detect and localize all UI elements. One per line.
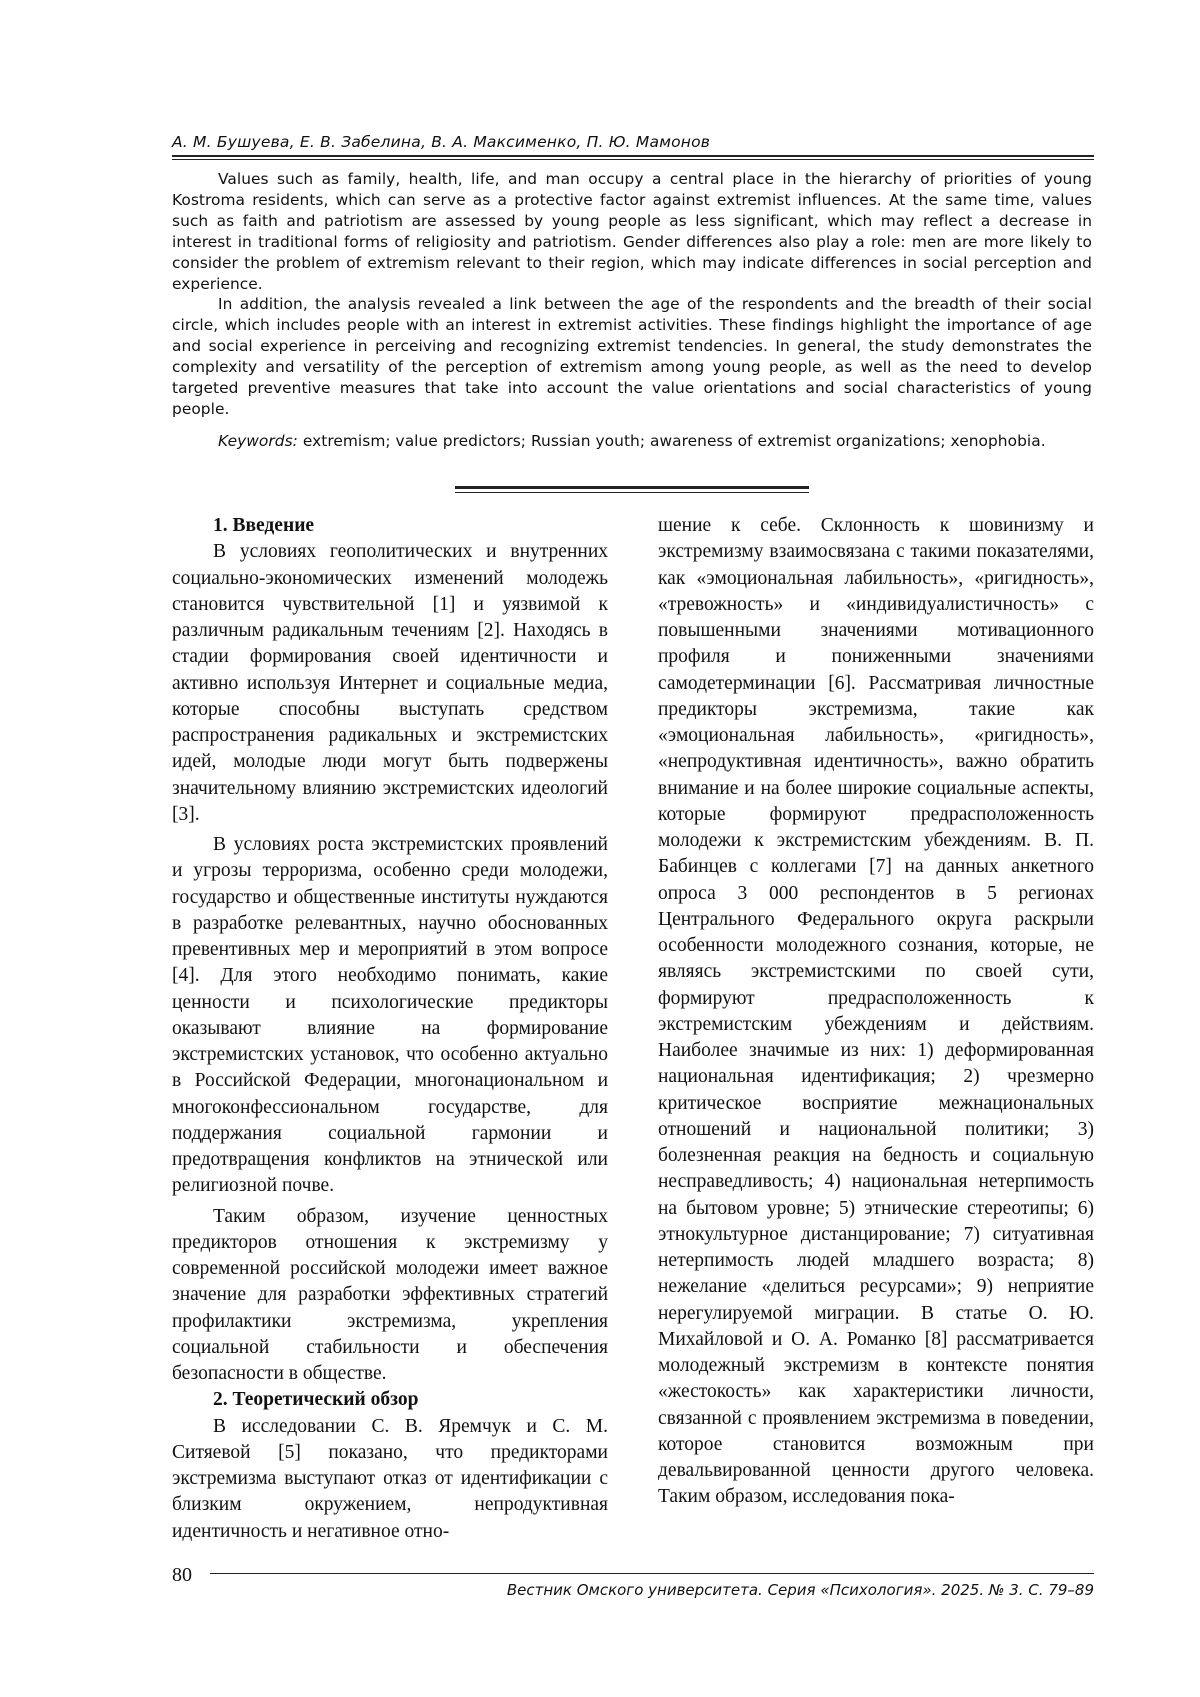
keywords-list: extremism; value predictors; Russian youth; awareness of extremist organizations; xenophobia. [297,431,1046,450]
keywords-label: Keywords: [218,431,298,450]
header-rule-thin [172,159,1094,160]
page-number: 80 [172,1564,192,1586]
intro-paragraph-1: В условиях геополитических и внутренних социально-экономических изменений молодежь становится чувствительной [1] и уязвимой к различным радикальным течениям [2]. Находясь в стадии формирования своей идентичности и активно используя Интернет и социальные медиа, которые способны выступать средством распространения радикальных и экстремистских идей, молодые люди могут быть подвержены значительному влиянию экстремистских идеологий [3]. [172,541,608,825]
keywords-line [172,431,1092,452]
journal-citation: Вестник Омского университета. Серия «Психология». 2025. № 3. С. 79–89 [506,1581,1094,1599]
intro-paragraph-3: Таким образом, изучение ценностных предикторов отношения к экстремизму у современной российской молодежи имеет важное значение для разработки эффективных стратегий профилактики экстремизма, укрепления социальной стабильности и обеспечения безопасности в обществе. [172,1205,608,1384]
heading-introduction: 1. Введение [213,515,315,536]
header-rule-thick [172,155,1094,157]
review-paragraph-continued: шение к себе. Склонность к шовинизму и экстремизму взаимосвязана с такими показателями, как «эмоциональная лабильность», «ригидность», «тревожность» и «индивидуалистичность» с повышенными значениями мотивационного профиля и пониженными значениями самодетерминации [6]. Рассматривая личностные предикторы экстремизма, такие как «эмоциональная лабильность», «ригидность», «непродуктивная идентичность», важно обратить внимание и на более широкие социальные аспекты, которые формируют предрасположенность молодежи к экстремистским убеждениям. В. П. Бабинцев с коллегами [7] на данных анкетного опроса 3 000 респондентов в 5 регионах Центрального Федерального округа раскрыли особенности молодежного сознания, которые, не являясь экстремистскими по своей сути, формируют предрасположенность к экстремистским убеждениям и действиям. Наиболее значимые из них: 1) деформированная национальная идентификация; 2) чрезмерно критическое восприятие межнациональных отношений и национальной политики; 3) болезненная реакция на бедность и социальную несправедливость; 4) национальная нетерпимость на бытовом уровне; 5) этнические стереотипы; 6) этнокультурное дистанцирование; 7) ситуативная нетерпимость людей младшего возраста; 8) нежелание «делиться ресурсами»; 9) неприятие нерегулируемой миграции. В статье О. Ю. Михайловой и О. А. Романко [8] рассматривается молодежный экстремизм в контексте понятия «жестокость» как характеристики личности, связанной с проявлением экстремизма в поведении, которое становится возможным при девальвированной ценности другого человека. Таким образом, исследования пока- [658,515,1094,1508]
left-column [172,513,608,1545]
right-column [658,513,1094,1511]
english-abstract [172,169,1092,452]
intro-paragraph-2: В условиях роста экстремистских проявлений и угрозы терроризма, особенно среди молодежи, государство и общественные институты нуждаются в разработке релевантных, научно обоснованных превентивных мер и мероприятий в этом вопросе [4]. Для этого необходимо понимать, какие ценности и психологические предикторы оказывают влияние на формирование экстремистских установок, что особенно актуально в Российской Федерации, многонациональном и многоконфессиональном государстве, для поддержания социальной гармонии и предотвращения конфликтов на этнической или религиозной почве. [172,834,608,1197]
abstract-paragraph-1: Values such as family, health, life, and man occupy a central place in the hierarchy of priorities of young Kostroma residents, which can serve as a protective factor against extremist influences. At the same time, values such as faith and patriotism are assessed by young people as less significant, which may reflect a decrease in interest in traditional forms of religiosity and patriotism. Gender differences also play a role: men are more likely to consider the problem of extremism relevant to their region, which may indicate differences in social perception and experience. [172,170,1092,293]
footer-rule [210,1573,1094,1574]
section-divider-thick [455,486,809,489]
section-divider-thin [455,492,809,493]
review-paragraph-1: В исследовании С. В. Яремчук и С. М. Ситяевой [5] показано, что предикторами экстремизма выступают отказ от идентификации с близким окружением, непродуктивная идентичность и негативное отно- [172,1415,608,1542]
heading-theoretical-review: 2. Теоретический обзор [213,1389,419,1411]
running-head-authors: А. М. Бушуева, Е. В. Забелина, В. А. Максименко, П. Ю. Мамонов [172,133,711,151]
abstract-paragraph-2: In addition, the analysis revealed a link between the age of the respondents and the breadth of their social circle, which includes people with an interest in extremist activities. These findings highlight the importance of age and social experience in perceiving and recognizing extremist tendencies. In general, the study demonstrates the complexity and versatility of the perception of extremism among young people, as well as the need to develop targeted preventive measures that take into account the value orientations and social characteristics of young people. [172,295,1092,418]
